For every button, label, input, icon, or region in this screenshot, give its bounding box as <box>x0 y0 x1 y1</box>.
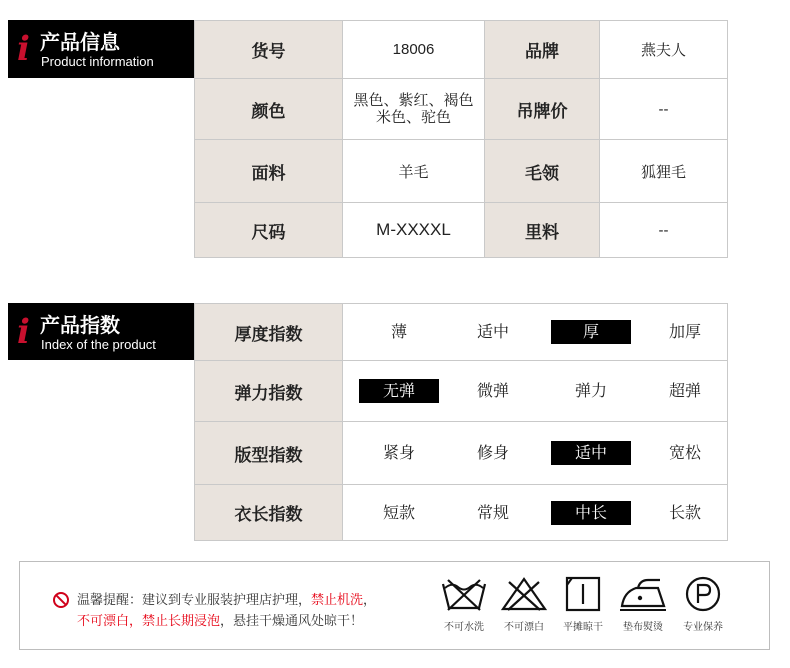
table-row <box>195 79 728 140</box>
care-prefix: 温馨提醒：建议到专业服装护理店护理， <box>77 593 312 608</box>
care-symbol <box>434 576 494 633</box>
professional-clean-icon <box>679 576 727 612</box>
care-symbol-label: 不可水洗 <box>444 622 484 633</box>
index-label: 厚度指数 <box>195 304 343 361</box>
product-index-header <box>8 303 194 360</box>
index-option: 紧身 <box>382 443 415 462</box>
info-label: 颜色 <box>195 79 343 140</box>
care-suffix: ，悬挂干燥通风处晾干！ <box>220 614 364 629</box>
product-index-subtitle: Index of the product <box>41 337 156 352</box>
info-label: 面料 <box>195 140 343 203</box>
care-symbol-label: 垫布熨烫 <box>623 622 663 633</box>
info-label: 货号 <box>195 21 343 79</box>
index-option: 长款 <box>668 502 701 522</box>
table-row <box>195 203 728 258</box>
info-value: M-XXXXL <box>343 203 485 258</box>
product-index-title: 产品指数 <box>40 313 120 337</box>
index-option: 常规 <box>476 502 509 522</box>
care-symbol <box>494 576 554 633</box>
table-row <box>195 304 728 361</box>
info-value <box>343 79 485 140</box>
index-options <box>343 422 728 485</box>
info-label: 品牌 <box>485 21 600 79</box>
info-value: -- <box>600 79 728 140</box>
table-row <box>195 361 728 422</box>
color-line-2: 米色、驼色 <box>375 109 451 126</box>
index-option: 薄 <box>390 322 407 341</box>
index-option-selected: 厚 <box>551 320 631 344</box>
info-label: 毛领 <box>485 140 600 203</box>
index-label: 弹力指数 <box>195 361 343 422</box>
care-symbol-label: 不可漂白 <box>504 622 544 633</box>
care-text-line-2 <box>77 610 363 629</box>
iron-with-cloth-icon <box>618 576 668 612</box>
care-warning: 不可漂白，禁止长期浸泡 <box>77 614 221 629</box>
index-option-selected: 中长 <box>551 501 631 525</box>
prohibited-icon <box>53 592 69 608</box>
index-option: 微弹 <box>476 381 509 400</box>
index-option-selected: 适中 <box>551 441 631 465</box>
care-text-line-1 <box>77 589 376 608</box>
index-option: 弹力 <box>574 381 607 400</box>
index-options <box>343 361 728 422</box>
care-warning: 禁止机洗 <box>311 593 364 608</box>
info-i-icon: i <box>17 312 30 352</box>
table-row <box>195 422 728 485</box>
care-symbol-label: 平摊晾干 <box>563 622 603 633</box>
info-label: 里料 <box>485 203 600 258</box>
index-option: 修身 <box>476 443 509 462</box>
product-info-header <box>8 20 194 78</box>
product-index-table <box>194 303 728 541</box>
care-symbol <box>553 576 613 633</box>
table-row <box>195 140 728 203</box>
info-label: 尺码 <box>195 203 343 258</box>
product-info-table <box>194 20 728 258</box>
index-option-selected: 无弹 <box>359 379 439 403</box>
care-symbol <box>673 576 733 633</box>
info-value: 羊毛 <box>343 140 485 203</box>
index-option: 加厚 <box>668 322 701 341</box>
no-wash-icon <box>440 576 488 612</box>
care-symbol <box>613 576 673 633</box>
product-info-subtitle: Product information <box>41 54 154 69</box>
color-line-1: 黑色、紫红、褐色 <box>353 92 474 109</box>
index-options <box>343 304 728 361</box>
info-label: 吊牌价 <box>485 79 600 140</box>
info-i-icon: i <box>17 29 30 69</box>
care-symbol-label: 专业保养 <box>683 622 723 633</box>
index-label: 衣长指数 <box>195 485 343 541</box>
info-value: -- <box>600 203 728 258</box>
table-row <box>195 21 728 79</box>
info-value: 狐狸毛 <box>600 140 728 203</box>
dry-flat-icon <box>559 576 607 612</box>
care-instructions-box <box>19 561 770 650</box>
info-value: 18006 <box>343 21 485 79</box>
index-option: 超弹 <box>668 381 701 400</box>
index-option: 适中 <box>476 322 509 341</box>
index-label: 版型指数 <box>195 422 343 485</box>
table-row <box>195 485 728 541</box>
product-info-title: 产品信息 <box>40 30 120 54</box>
index-option: 短款 <box>382 502 415 522</box>
care-suffix: ， <box>363 593 377 608</box>
index-option: 宽松 <box>668 443 701 462</box>
index-options <box>343 485 728 541</box>
no-bleach-icon <box>500 576 548 612</box>
info-value: 燕夫人 <box>600 21 728 79</box>
